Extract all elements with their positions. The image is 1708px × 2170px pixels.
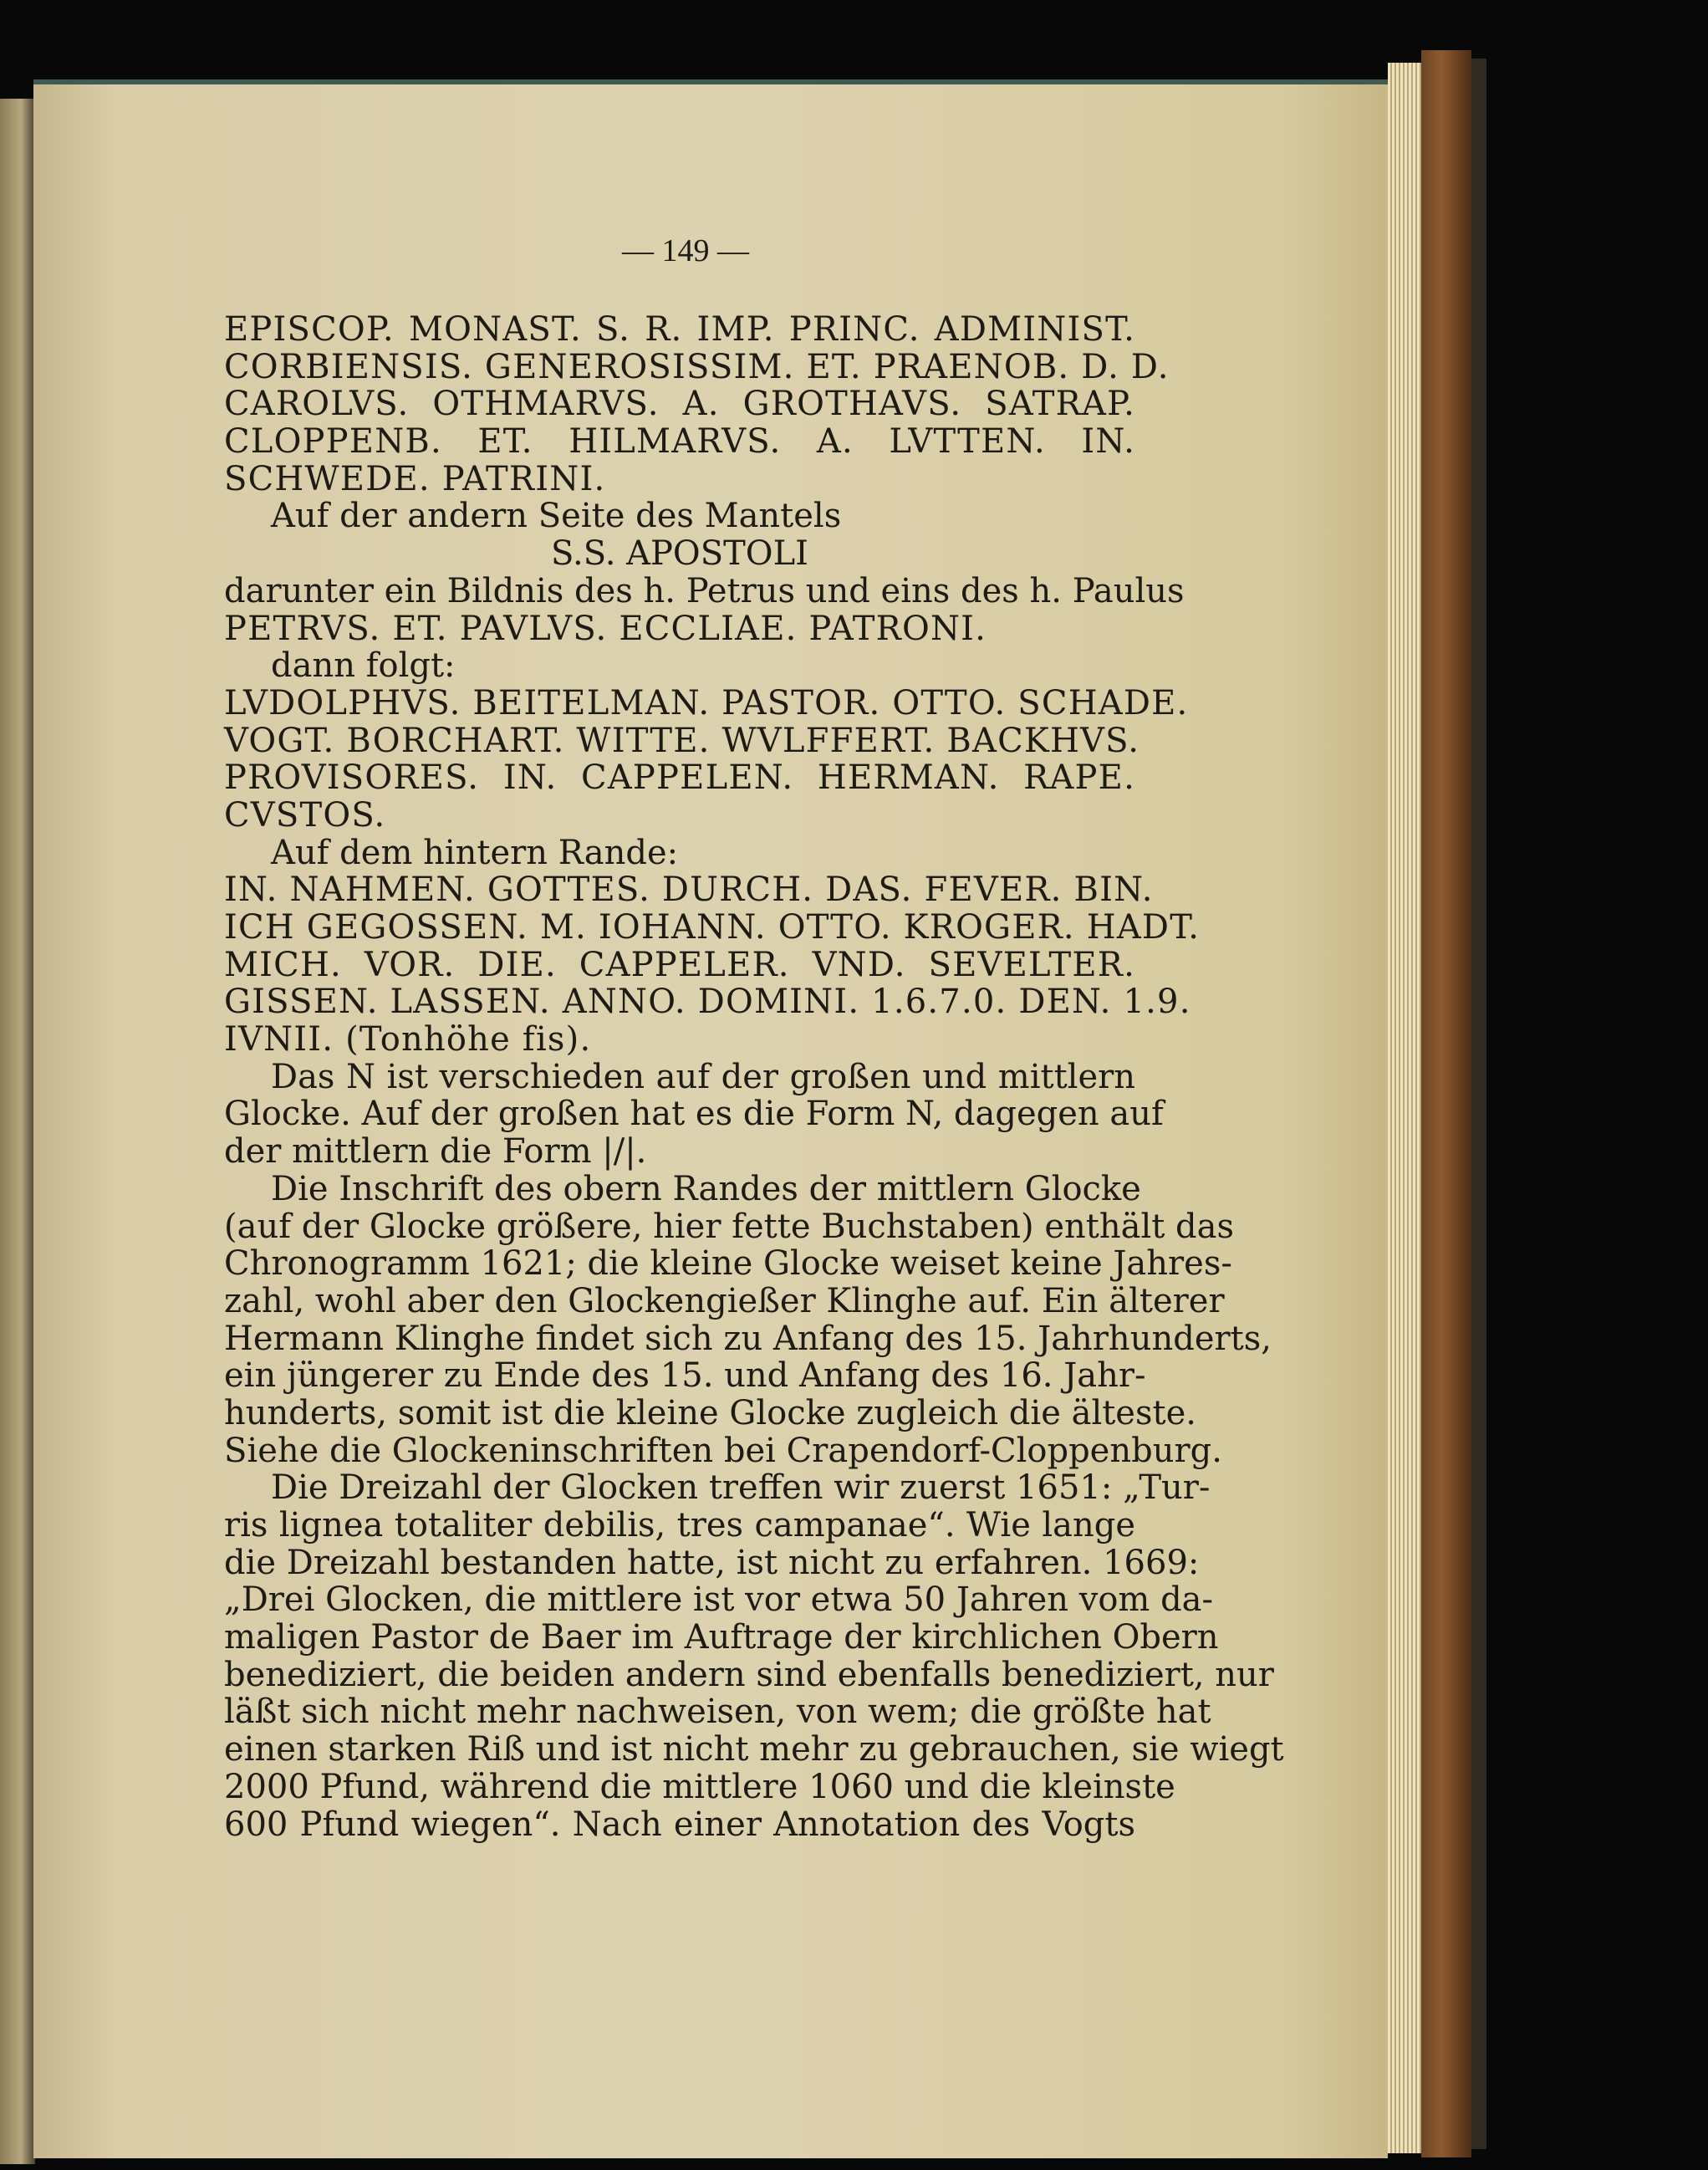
- text-line: IN. NAHMEN. GOTTES. DURCH. DAS. FEVER. BIN.: [224, 871, 1154, 910]
- text-line: einen starken Riß und ist nicht mehr zu gebrauchen, sie wiegt: [224, 1730, 1284, 1769]
- text-line: 600 Pfund wiegen“. Nach einer Annotation des Vogts: [224, 1805, 1135, 1844]
- text-line: S.S. APOSTOLI: [551, 534, 808, 574]
- text-line: dann folgt:: [271, 646, 456, 686]
- text-line: Das N ist verschieden auf der großen und mittlern: [271, 1057, 1135, 1096]
- text-line: IVNII. (Tonhöhe fis).: [224, 1020, 592, 1059]
- text-line: ris lignea totaliter debilis, tres campanae“. Wie lange: [224, 1506, 1135, 1545]
- book-binding: [1421, 50, 1471, 2157]
- text-line: CORBIENSIS. GENEROSISSIM. ET. PRAENOB. D. D.: [224, 347, 1170, 386]
- text-line: Chronogramm 1621; die kleine Glocke weiset keine Jahres-: [224, 1244, 1232, 1284]
- text-line: zahl, wohl aber den Glockengießer Klinghe auf. Ein älterer: [224, 1281, 1225, 1320]
- text-line: der mittlern die Form |/|.: [224, 1132, 647, 1172]
- text-line: PETRVS. ET. PAVLVS. ECCLIAE. PATRONI.: [224, 609, 987, 648]
- text-line: läßt sich nicht mehr nachweisen, von wem; die größte hat: [224, 1693, 1211, 1732]
- text-line: 2000 Pfund, während die mittlere 1060 und die kleinste: [224, 1767, 1175, 1806]
- text-line: CVSTOS.: [224, 795, 386, 835]
- facing-page-edge: [0, 99, 35, 2164]
- text-line: VOGT. BORCHART. WITTE. WVLFFERT. BACKHVS.: [224, 721, 1140, 760]
- text-line: die Dreizahl bestanden hatte, ist nicht zu erfahren. 1669:: [224, 1543, 1200, 1582]
- text-line: benediziert, die beiden andern sind ebenfalls benediziert, nur: [224, 1655, 1274, 1694]
- text-line: PROVISORES. IN. CAPPELEN. HERMAN. RAPE.: [224, 758, 1135, 798]
- text-line: Die Inschrift des obern Randes der mittlern Glocke: [271, 1169, 1141, 1208]
- page-number: — 149 —: [622, 233, 749, 268]
- text-line: CLOPPENB. ET. HILMARVS. A. LVTTEN. IN.: [224, 422, 1135, 462]
- text-line: SCHWEDE. PATRINI.: [224, 459, 606, 498]
- text-line: Auf der andern Seite des Mantels: [271, 497, 842, 536]
- text-line: Hermann Klinghe findet sich zu Anfang des 15. Jahrhunderts,: [224, 1319, 1272, 1358]
- text-line: darunter ein Bildnis des h. Petrus und eins des h. Paulus: [224, 571, 1185, 610]
- text-line: Die Dreizahl der Glocken treffen wir zuerst 1651: „Tur-: [271, 1468, 1211, 1508]
- text-line: ICH GEGOSSEN. M. IOHANN. OTTO. KROGER. HADT.: [224, 908, 1201, 947]
- text-line: EPISCOP. MONAST. S. R. IMP. PRINC. ADMINIST.: [224, 310, 1135, 349]
- page-body-text: [224, 310, 1284, 1844]
- text-line: maligen Pastor de Baer im Auftrage der kirchlichen Obern: [224, 1618, 1219, 1657]
- text-line: CAROLVS. OTHMARVS. A. GROTHAVS. SATRAP.: [224, 385, 1135, 424]
- cover-edge: [1471, 59, 1486, 2149]
- page-stack-edge: [1388, 63, 1421, 2153]
- text-line: (auf der Glocke größere, hier fette Buchstaben) enthält das: [224, 1207, 1235, 1246]
- text-line: MICH. VOR. DIE. CAPPELER. VND. SEVELTER.: [224, 945, 1135, 984]
- text-line: hunderts, somit ist die kleine Glocke zugleich die älteste.: [224, 1393, 1196, 1432]
- text-line: ein jüngerer zu Ende des 15. und Anfang des 16. Jahr-: [224, 1356, 1146, 1396]
- text-line: GISSEN. LASSEN. ANNO. DOMINI. 1.6.7.0. DEN. 1.9.: [224, 983, 1191, 1022]
- text-line: „Drei Glocken, die mittlere ist vor etwa 50 Jahren vom da-: [224, 1580, 1214, 1620]
- text-line: Glocke. Auf der großen hat es die Form N, dagegen auf: [224, 1095, 1164, 1134]
- text-line: Siehe die Glockeninschriften bei Crapendorf-Cloppenburg.: [224, 1431, 1222, 1470]
- text-line: Auf dem hintern Rande:: [271, 833, 679, 872]
- text-line: LVDOLPHVS. BEITELMAN. PASTOR. OTTO. SCHADE.: [224, 683, 1189, 722]
